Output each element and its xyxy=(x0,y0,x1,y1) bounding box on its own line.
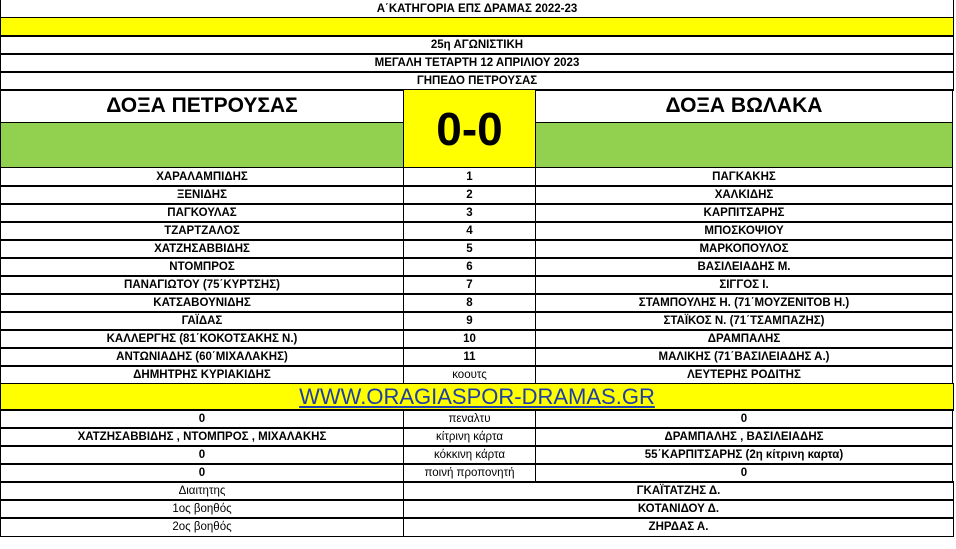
score: 0-0 xyxy=(403,89,536,168)
shirt-number: 2 xyxy=(403,185,536,205)
home-stat: 0 xyxy=(0,463,404,483)
home-player: ΚΑΤΣΑΒΟΥΝΙΔΗΣ xyxy=(0,293,404,313)
home-player: ΧΑΤΖΗΣΑΒΒΙΔΗΣ xyxy=(0,239,404,259)
shirt-number: 3 xyxy=(403,203,536,223)
away-stat: 55΄ΚΑΡΠΙΤΣΑΡΗΣ (2η κίτρινη καρτα) xyxy=(535,445,953,465)
stat-label: ποινή προπονητή xyxy=(403,463,536,483)
away-stat: ΔΡΑΜΠΑΛΗΣ , ΒΑΣΙΛΕΙΑΔΗΣ xyxy=(535,427,953,447)
away-player: ΜΑΛΙΚΗΣ (71΄ΒΑΣΙΛΕΙΑΔΗΣ Α.) xyxy=(535,347,953,367)
away-player: ΔΡΑΜΠΑΛΗΣ xyxy=(535,329,953,349)
shirt-number: 1 xyxy=(403,167,536,187)
website-row xyxy=(0,384,954,411)
home-player: ΧΑΡΑΛΑΜΠΙΔΗΣ xyxy=(0,167,404,187)
away-player: ΜΑΡΚΟΠΟΥΛΟΣ xyxy=(535,239,953,259)
away-player: ΣΙΓΓΟΣ Ι. xyxy=(535,275,953,295)
away-team-bar xyxy=(535,122,953,168)
official-role: Διαιτητης xyxy=(0,481,404,501)
official-name: ΚΟΤΑΝΙΔΟΥ Δ. xyxy=(403,499,954,519)
home-player: ΓΑΪΔΑΣ xyxy=(0,311,404,331)
website-link[interactable]: WWW.ORAGIASPOR-DRAMAS.GR xyxy=(0,383,954,411)
home-player: ΤΖΑΡΤΖΑΛΟΣ xyxy=(0,221,404,241)
home-team-bar xyxy=(0,122,404,168)
stat-label: πεναλτυ xyxy=(403,409,536,429)
shirt-number: 5 xyxy=(403,239,536,259)
shirt-number: 9 xyxy=(403,311,536,331)
away-player: ΠΑΓΚΑΚΗΣ xyxy=(535,167,953,187)
stat-label: κίτρινη κάρτα xyxy=(403,427,536,447)
shirt-number: 8 xyxy=(403,293,536,313)
away-player: ΣΤΑΜΠΟΥΛΗΣ Η. (71΄ΜΟΥΖΕΝΙΤΟΒ Η.) xyxy=(535,293,953,313)
away-player: ΣΤΑΪΚΟΣ Ν. (71΄ΤΣΑΜΠΑΖΗΣ) xyxy=(535,311,953,331)
official-role: 1ος βοηθός xyxy=(0,499,404,519)
yellow-divider xyxy=(0,17,954,37)
home-stat: 0 xyxy=(0,409,404,429)
away-team-block xyxy=(535,90,953,169)
official-name: ΖΗΡΔΑΣ Α. xyxy=(403,517,954,537)
shirt-number: 10 xyxy=(403,329,536,349)
shirt-number: 6 xyxy=(403,257,536,277)
shirt-number: 4 xyxy=(403,221,536,241)
home-coach: ΔΗΜΗΤΡΗΣ ΚΥΡΙΑΚΙΔΗΣ xyxy=(0,365,404,385)
away-player: ΜΠΟΣΚΟΨΙΟΥ xyxy=(535,221,953,241)
home-player: ΠΑΝΑΓΙΩΤΟΥ (75΄ΚΥΡΤΣΗΣ) xyxy=(0,275,404,295)
league-title: Α΄ΚΑΤΗΓΟΡΙΑ ΕΠΣ ΔΡΑΜΑΣ 2022-23 xyxy=(0,0,954,19)
home-team-block xyxy=(0,90,404,169)
away-stat: 0 xyxy=(535,463,953,483)
score-block xyxy=(0,90,954,169)
away-coach: ΛΕΥΤΕΡΗΣ ΡΟΔΙΤΗΣ xyxy=(535,365,953,385)
home-stat: ΧΑΤΖΗΣΑΒΒΙΔΗΣ , ΝΤΟΜΠΡΟΣ , ΜΙΧΑΛΑΚΗΣ xyxy=(0,427,404,447)
home-player: ΝΤΟΜΠΡΟΣ xyxy=(0,257,404,277)
official-role: 2ος βοηθός xyxy=(0,517,404,537)
home-player: ΠΑΓΚΟΥΛΑΣ xyxy=(0,203,404,223)
home-player: ΑΝΤΩΝΙΑΔΗΣ (60΄ΜΙΧΑΛΑΚΗΣ) xyxy=(0,347,404,367)
coach-label: κοουτς xyxy=(403,365,536,385)
away-player: ΧΑΛΚΙΔΗΣ xyxy=(535,185,953,205)
away-player: ΚΑΡΠΙΤΣΑΡΗΣ xyxy=(535,203,953,223)
home-player: ΚΑΛΛΕΡΓΗΣ (81΄ΚΟΚΟΤΣΑΚΗΣ Ν.) xyxy=(0,329,404,349)
home-player: ΞΕΝΙΔΗΣ xyxy=(0,185,404,205)
away-stat: 0 xyxy=(535,409,953,429)
match-date: ΜΕΓΑΛΗ ΤΕΤΑΡΤΗ 12 ΑΠΡΙΛΙΟΥ 2023 xyxy=(0,53,954,73)
official-name: ΓΚΑΪΤΑΤΖΗΣ Δ. xyxy=(403,481,954,501)
stat-label: κόκκινη κάρτα xyxy=(403,445,536,465)
round-label: 25η ΑΓΩΝΙΣΤΙΚΗ xyxy=(0,35,954,55)
away-team-name: ΔΟΞΑ ΒΩΛΑΚΑ xyxy=(535,89,953,123)
shirt-number: 11 xyxy=(403,347,536,367)
away-player: ΒΑΣΙΛΕΙΑΔΗΣ Μ. xyxy=(535,257,953,277)
home-team-name: ΔΟΞΑ ΠΕΤΡΟΥΣΑΣ xyxy=(0,89,404,123)
official-row xyxy=(0,518,954,537)
home-stat: 0 xyxy=(0,445,404,465)
venue-label: ΓΗΠΕΔΟ ΠΕΤΡΟΥΣΑΣ xyxy=(0,71,954,91)
shirt-number: 7 xyxy=(403,275,536,295)
